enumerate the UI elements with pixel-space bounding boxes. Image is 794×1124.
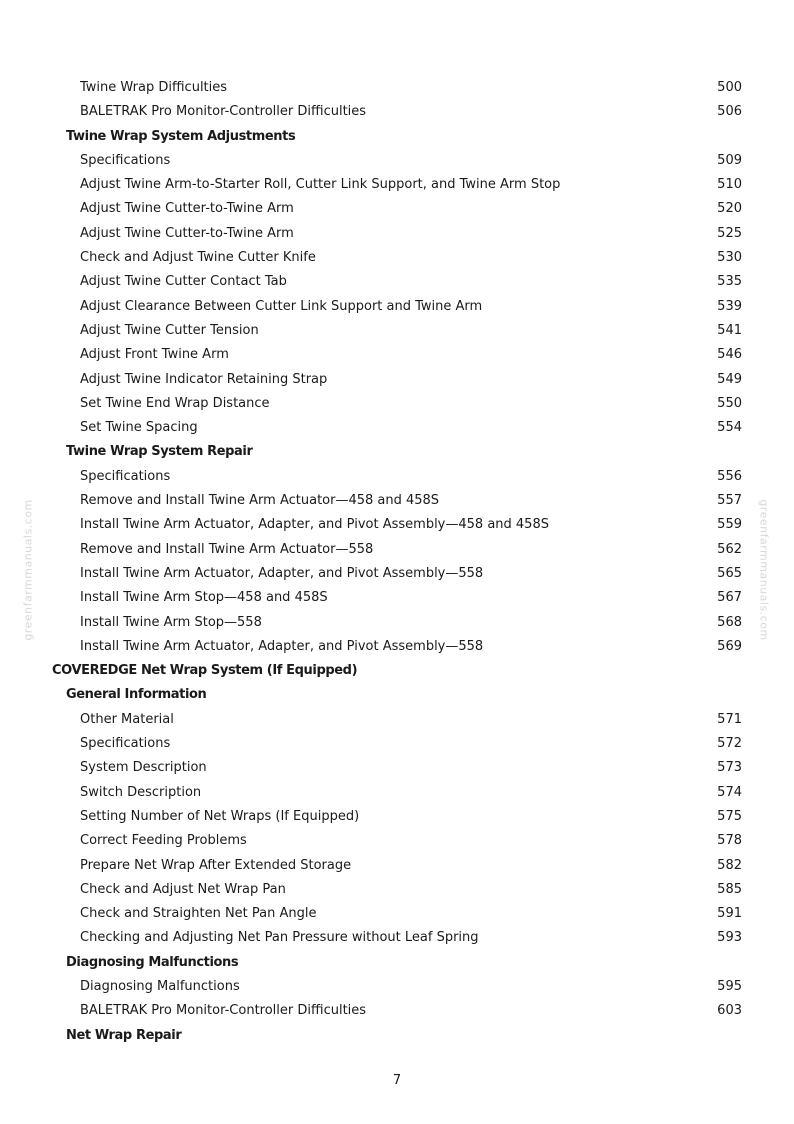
toc-entry-title: BALETRAK Pro Monitor-Controller Difficulties xyxy=(80,104,367,120)
toc-entry[interactable] xyxy=(0,635,794,659)
toc-section-heading[interactable] xyxy=(0,683,794,707)
toc-entry-page-number: 603 xyxy=(717,1003,742,1019)
toc-entry[interactable] xyxy=(0,538,794,562)
toc-entry-title: Checking and Adjusting Net Pan Pressure without Leaf Spring xyxy=(80,930,479,946)
watermark-left: greenfarmmanuals.com xyxy=(21,499,35,641)
toc-entry[interactable] xyxy=(0,829,794,853)
toc-entry-title: General Information xyxy=(66,687,207,703)
toc-entry-title: Install Twine Arm Actuator, Adapter, and Pivot Assembly—558 xyxy=(80,565,484,581)
toc-entry-page-number: 556 xyxy=(717,468,742,484)
toc-entry[interactable] xyxy=(0,586,794,610)
toc-entry[interactable] xyxy=(0,100,794,124)
toc-entry-title: Twine Wrap System Adjustments xyxy=(66,128,296,144)
toc-entry[interactable] xyxy=(0,562,794,586)
toc-entry-page-number: 510 xyxy=(717,177,742,193)
toc-entry-title: Check and Straighten Net Pan Angle xyxy=(80,906,317,922)
toc-entry[interactable] xyxy=(0,343,794,367)
page-number: 7 xyxy=(392,1073,402,1088)
toc-entry[interactable] xyxy=(0,222,794,246)
toc-entry[interactable] xyxy=(0,732,794,756)
toc-entry[interactable] xyxy=(0,999,794,1023)
toc-entry-page-number: 562 xyxy=(717,541,742,557)
toc-entry-page-number: 582 xyxy=(717,857,742,873)
toc-entry[interactable] xyxy=(0,173,794,197)
toc-entry-title: Install Twine Arm Stop—458 and 458S xyxy=(80,590,328,606)
toc-entry-page-number: 571 xyxy=(717,711,742,727)
watermark-right: greenfarmmanuals.com xyxy=(757,499,771,641)
toc-section-heading[interactable] xyxy=(0,1024,794,1048)
toc-entry-page-number: 509 xyxy=(717,152,742,168)
toc-entry-page-number: 568 xyxy=(717,614,742,630)
toc-entry-title: Adjust Twine Cutter-to-Twine Arm xyxy=(80,225,294,241)
toc-entry-page-number: 591 xyxy=(717,906,742,922)
toc-entry-page-number: 575 xyxy=(717,808,742,824)
toc-entry-title: Install Twine Arm Actuator, Adapter, and Pivot Assembly—458 and 458S xyxy=(80,517,549,533)
toc-entry-title: Correct Feeding Problems xyxy=(80,833,247,849)
toc-entry-title: Net Wrap Repair xyxy=(66,1027,182,1043)
toc-entry-page-number: 506 xyxy=(717,104,742,120)
toc-entry-page-number: 573 xyxy=(717,760,742,776)
toc-entry[interactable] xyxy=(0,854,794,878)
toc-entry-title: Diagnosing Malfunctions xyxy=(66,954,239,970)
toc-entry-page-number: 565 xyxy=(717,565,742,581)
toc-entry-title: Adjust Front Twine Arm xyxy=(80,347,229,363)
toc-entry-page-number: 557 xyxy=(717,493,742,509)
toc-entry-title: Diagnosing Malfunctions xyxy=(80,978,240,994)
toc-entry-title: Set Twine End Wrap Distance xyxy=(80,395,270,411)
toc-section-heading[interactable] xyxy=(0,659,794,683)
toc-entry-title: Adjust Clearance Between Cutter Link Support and Twine Arm xyxy=(80,298,483,314)
toc-entry-title: Adjust Twine Cutter Tension xyxy=(80,322,259,338)
toc-entry-title: BALETRAK Pro Monitor-Controller Difficulties xyxy=(80,1003,367,1019)
toc-entry[interactable] xyxy=(0,489,794,513)
toc-entry-title: COVEREDGE Net Wrap System (If Equipped) xyxy=(52,663,358,679)
toc-entry-page-number: 539 xyxy=(717,298,742,314)
toc-entry[interactable] xyxy=(0,295,794,319)
toc-section-heading[interactable] xyxy=(0,951,794,975)
table-of-contents xyxy=(0,76,794,1048)
toc-entry-title: Switch Description xyxy=(80,784,202,800)
toc-entry[interactable] xyxy=(0,368,794,392)
toc-entry-page-number: 550 xyxy=(717,395,742,411)
toc-entry-title: Adjust Twine Arm-to-Starter Roll, Cutter Link Support, and Twine Arm Stop xyxy=(80,177,561,193)
toc-entry-title: System Description xyxy=(80,760,207,776)
toc-entry-page-number: 549 xyxy=(717,371,742,387)
toc-entry[interactable] xyxy=(0,416,794,440)
toc-entry-page-number: 578 xyxy=(717,833,742,849)
toc-entry-title: Adjust Twine Indicator Retaining Strap xyxy=(80,371,328,387)
toc-entry[interactable] xyxy=(0,465,794,489)
toc-entry-page-number: 559 xyxy=(717,517,742,533)
toc-entry-title: Set Twine Spacing xyxy=(80,420,198,436)
toc-entry[interactable] xyxy=(0,149,794,173)
toc-entry[interactable] xyxy=(0,270,794,294)
toc-entry-page-number: 569 xyxy=(717,638,742,654)
toc-entry-page-number: 535 xyxy=(717,274,742,290)
toc-entry[interactable] xyxy=(0,926,794,950)
toc-entry[interactable] xyxy=(0,246,794,270)
toc-entry-title: Check and Adjust Net Wrap Pan xyxy=(80,881,286,897)
toc-entry-title: Install Twine Arm Actuator, Adapter, and Pivot Assembly—558 xyxy=(80,638,484,654)
toc-entry-page-number: 593 xyxy=(717,930,742,946)
toc-entry-page-number: 567 xyxy=(717,590,742,606)
toc-entry-page-number: 574 xyxy=(717,784,742,800)
toc-entry[interactable] xyxy=(0,975,794,999)
toc-entry[interactable] xyxy=(0,513,794,537)
toc-entry-title: Prepare Net Wrap After Extended Storage xyxy=(80,857,352,873)
toc-entry-page-number: 530 xyxy=(717,250,742,266)
toc-entry[interactable] xyxy=(0,392,794,416)
toc-entry-title: Specifications xyxy=(80,736,171,752)
toc-entry-page-number: 525 xyxy=(717,225,742,241)
toc-entry[interactable] xyxy=(0,902,794,926)
toc-entry[interactable] xyxy=(0,76,794,100)
toc-entry-title: Adjust Twine Cutter Contact Tab xyxy=(80,274,287,290)
toc-entry-page-number: 554 xyxy=(717,420,742,436)
toc-entry-page-number: 500 xyxy=(717,80,742,95)
toc-entry-page-number: 520 xyxy=(717,201,742,217)
toc-entry-page-number: 585 xyxy=(717,881,742,897)
toc-entry-title: Check and Adjust Twine Cutter Knife xyxy=(80,250,316,266)
toc-entry-title: Remove and Install Twine Arm Actuator—458 and 458S xyxy=(80,493,440,509)
toc-entry-page-number: 541 xyxy=(717,322,742,338)
toc-entry[interactable] xyxy=(0,781,794,805)
toc-section-heading[interactable] xyxy=(0,125,794,149)
toc-entry[interactable] xyxy=(0,197,794,221)
toc-entry[interactable] xyxy=(0,805,794,829)
toc-entry-page-number: 595 xyxy=(717,978,742,994)
toc-entry[interactable] xyxy=(0,878,794,902)
toc-entry-title: Twine Wrap Difficulties xyxy=(80,80,228,95)
toc-entry-title: Specifications xyxy=(80,152,171,168)
toc-entry-title: Adjust Twine Cutter-to-Twine Arm xyxy=(80,201,294,217)
toc-entry[interactable] xyxy=(0,708,794,732)
toc-entry[interactable] xyxy=(0,319,794,343)
toc-entry-page-number: 572 xyxy=(717,736,742,752)
toc-entry-title: Other Material xyxy=(80,711,174,727)
toc-entry[interactable] xyxy=(0,756,794,780)
toc-entry-title: Twine Wrap System Repair xyxy=(66,444,253,460)
toc-entry[interactable] xyxy=(0,611,794,635)
toc-entry-title: Specifications xyxy=(80,468,171,484)
toc-entry-title: Setting Number of Net Wraps (If Equipped) xyxy=(80,808,360,824)
toc-entry-title: Install Twine Arm Stop—558 xyxy=(80,614,262,630)
toc-entry-title: Remove and Install Twine Arm Actuator—558 xyxy=(80,541,374,557)
toc-entry-page-number: 546 xyxy=(717,347,742,363)
toc-section-heading[interactable] xyxy=(0,440,794,464)
